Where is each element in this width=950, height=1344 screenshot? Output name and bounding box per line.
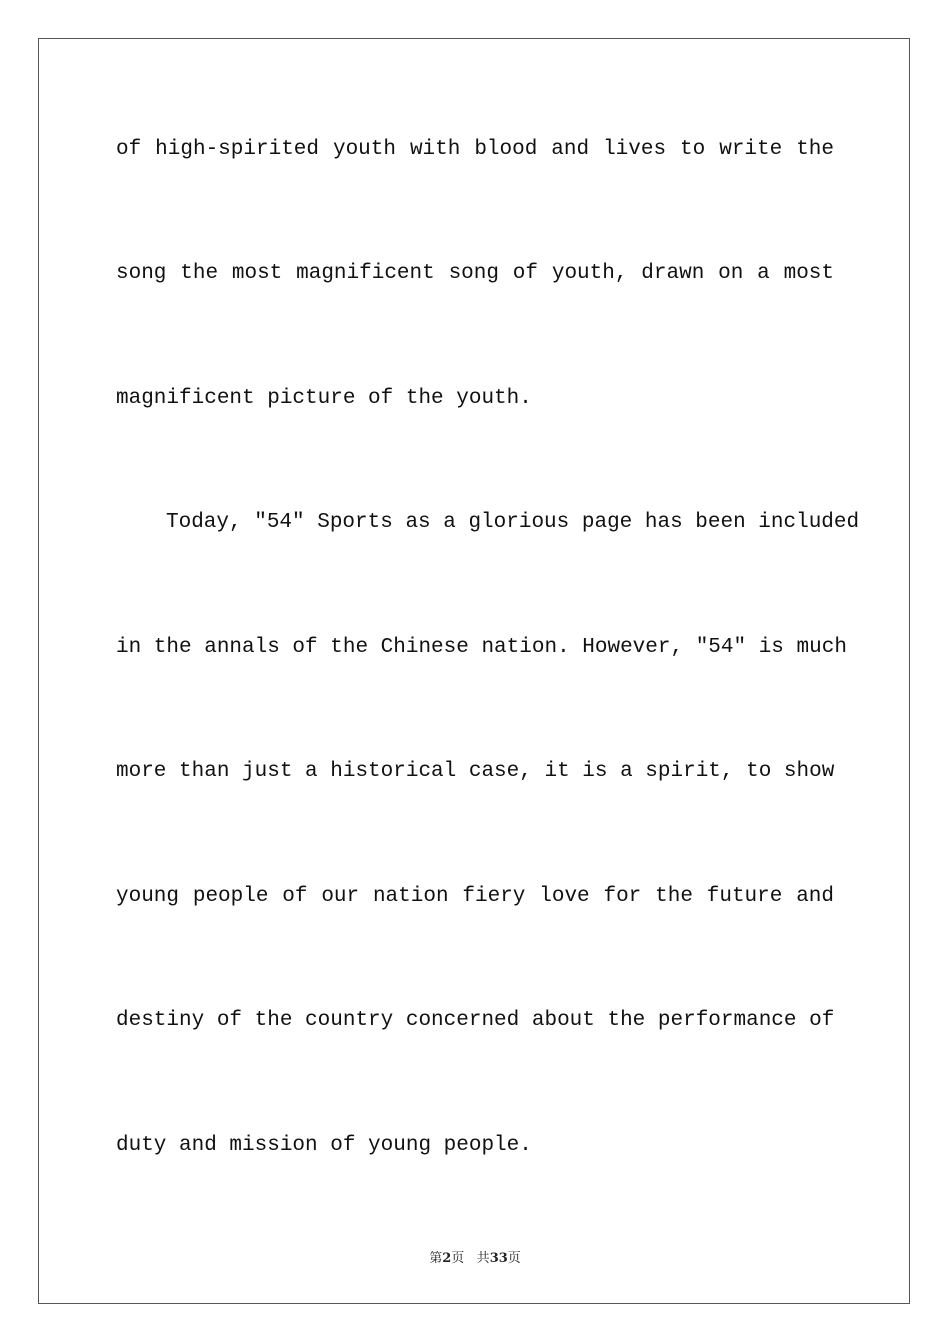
body-text-line-2: song the most magnificent song of youth, drawn on a most xyxy=(116,262,834,285)
body-text-line-4: Today, "54" Sports as a glorious page has been included xyxy=(166,511,860,534)
body-text-line-9: duty and mission of young people. xyxy=(116,1134,532,1157)
body-text-line-1: of high-spirited youth with blood and lives to write the xyxy=(116,138,834,161)
body-text-line-7: young people of our nation fiery love for the future and xyxy=(116,885,834,908)
total-prefix: 共 xyxy=(476,1251,490,1266)
body-text-line-6: more than just a historical case, it is a spirit, to show xyxy=(116,760,835,783)
page-border xyxy=(38,38,910,1304)
body-text-line-5: in the annals of the Chinese nation. However, "54" is much xyxy=(116,636,847,659)
total-pages: 33 xyxy=(489,1251,508,1266)
body-text-line-3: magnificent picture of the youth. xyxy=(116,387,532,410)
page-prefix: 第 xyxy=(429,1251,443,1266)
page-number: 2 xyxy=(442,1251,452,1266)
body-text-line-8: destiny of the country concerned about the performance of xyxy=(116,1009,835,1032)
page-footer xyxy=(0,1247,950,1266)
total-suffix: 页 xyxy=(507,1251,521,1266)
page-suffix: 页 xyxy=(451,1251,465,1266)
